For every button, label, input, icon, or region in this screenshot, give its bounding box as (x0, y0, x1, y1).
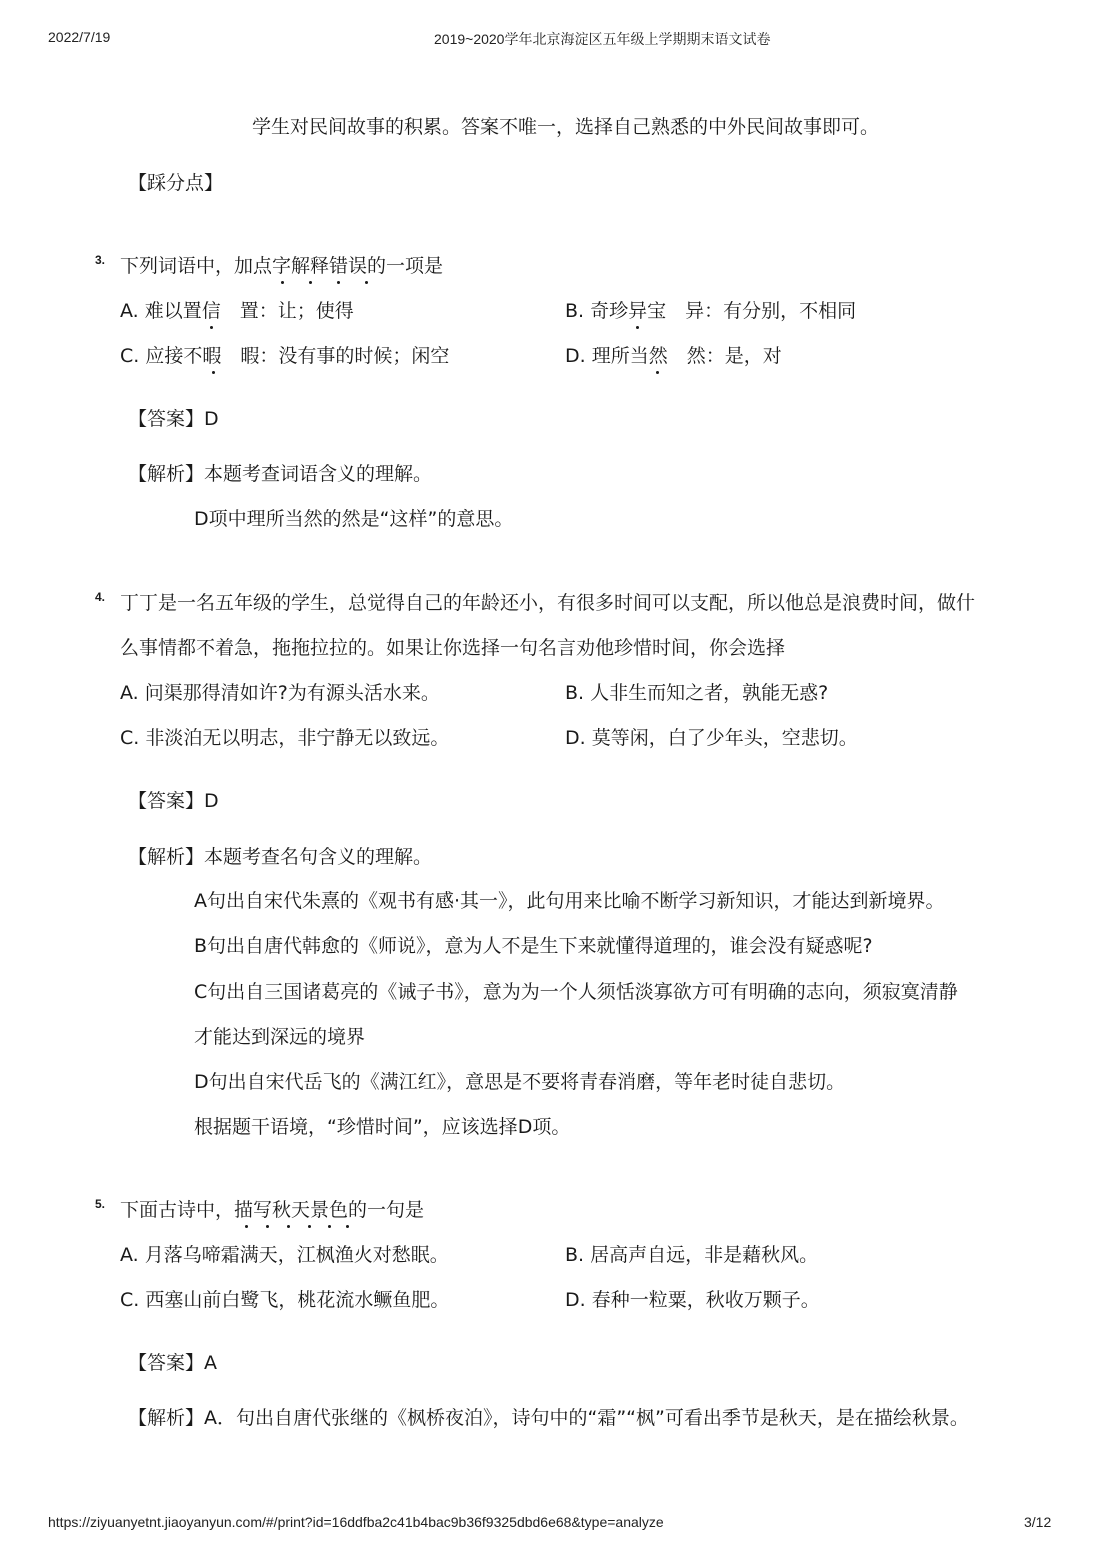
question-4-number: 4. (95, 590, 106, 604)
emphasis-dot (281, 281, 284, 284)
question-3-option-a: A. 难以置信 置：让；使得 (120, 300, 354, 322)
emphasis-dot (656, 371, 659, 374)
emphasis-dot (212, 371, 215, 374)
question-4-answer: 【答案】D (128, 790, 219, 812)
emphasis-dot (337, 281, 340, 284)
question-4-analysis-line: D句出自宋代岳飞的《满江红》，意思是不要将青春消磨，等年老时徒自悲切。 (194, 1071, 846, 1093)
emphasis-dot (365, 281, 368, 284)
question-5-analysis: 【解析】A．句出自唐代张继的《枫桥夜泊》，诗句中的“霜”“枫”可看出季节是秋天，是在描绘秋景。 (128, 1407, 969, 1429)
question-3-analysis-line: D项中理所当然的然是“这样”的意思。 (194, 508, 514, 530)
question-3-analysis: 【解析】本题考查词语含义的理解。 (128, 463, 433, 485)
question-3-number: 3. (95, 253, 106, 267)
emphasis-dot (636, 326, 639, 329)
question-5-option-d: D. 春种一粒粟，秋收万颗子。 (565, 1289, 820, 1311)
page-number: 3/12 (1024, 1514, 1052, 1530)
scoring-label: 【踩分点】 (128, 172, 224, 194)
question-4-analysis-line: 根据题干语境，“珍惜时间”，应该选择D项。 (194, 1116, 571, 1138)
emphasis-dot (328, 1225, 331, 1228)
emphasis-dot (266, 1225, 269, 1228)
footer-url[interactable]: https://ziyuanyetnt.jiaoyanyun.com/#/print?id=16ddfba2c41b4bac9b36f9325dbd6e68&type=analyze (48, 1514, 664, 1530)
emphasis-dot (346, 1225, 349, 1228)
emphasis-dot (210, 326, 213, 329)
question-4-stem-line2: 么事情都不着急，拖拖拉拉的。如果让你选择一句名言劝他珍惜时间，你会选择 (120, 637, 786, 659)
question-4-option-a: A. 问渠那得清如许?为有源头活水来。 (120, 682, 440, 704)
question-5-option-c: C. 西塞山前白鹭飞，桃花流水鳜鱼肥。 (120, 1289, 450, 1311)
continuation-text: 学生对民间故事的积累。答案不唯一，选择自己熟悉的中外民间故事即可。 (252, 116, 880, 138)
question-5-stem: 下面古诗中，描写秋天景色的一句是 (120, 1199, 425, 1221)
question-3-option-b: B. 奇珍异宝 异：有分别，不相同 (565, 300, 857, 322)
emphasis-dot (309, 281, 312, 284)
question-5-number: 5. (95, 1197, 106, 1211)
question-4-option-c: C. 非淡泊无以明志，非宁静无以致远。 (120, 727, 450, 749)
question-3-answer: 【答案】D (128, 408, 219, 430)
emphasis-dot (245, 1225, 248, 1228)
question-4-option-d: D. 莫等闲，白了少年头，空悲切。 (565, 727, 858, 749)
question-4-stem: 丁丁是一名五年级的学生，总觉得自己的年龄还小，有很多时间可以支配，所以他总是浪费时间，做什 (120, 592, 976, 614)
question-5-option-a: A. 月落乌啼霜满天，江枫渔火对愁眠。 (120, 1244, 449, 1266)
emphasis-dot (308, 1225, 311, 1228)
question-4-analysis-line: B句出自唐代韩愈的《师说》，意为人不是生下来就懂得道理的，谁会没有疑惑呢? (194, 935, 873, 957)
question-3-stem: 下列词语中，加点字解释错误的一项是 (120, 255, 444, 277)
question-5-option-b: B. 居高声自远，非是藉秋风。 (565, 1244, 819, 1266)
question-4-analysis-line: 才能达到深远的境界 (194, 1026, 366, 1048)
question-4-analysis-line: C句出自三国诸葛亮的《诫子书》，意为为一个人须恬淡寡欲方可有明确的志向，须寂寞清静 (194, 981, 958, 1003)
question-4-option-b: B. 人非生而知之者，孰能无惑? (565, 682, 829, 704)
question-3-option-d: D. 理所当然 然：是，对 (565, 345, 782, 367)
question-5-answer: 【答案】A (128, 1352, 217, 1374)
header-title: 2019~2020学年北京海淀区五年级上学期期末语文试卷 (434, 31, 771, 47)
header-date: 2022/7/19 (48, 29, 111, 45)
emphasis-dot (287, 1225, 290, 1228)
question-3-option-c: C. 应接不暇 暇：没有事的时候；闲空 (120, 345, 450, 367)
question-4-analysis-line: A句出自宋代朱熹的《观书有感·其一》，此句用来比喻不断学习新知识，才能达到新境界。 (194, 890, 945, 912)
question-4-analysis: 【解析】本题考查名句含义的理解。 (128, 846, 433, 868)
